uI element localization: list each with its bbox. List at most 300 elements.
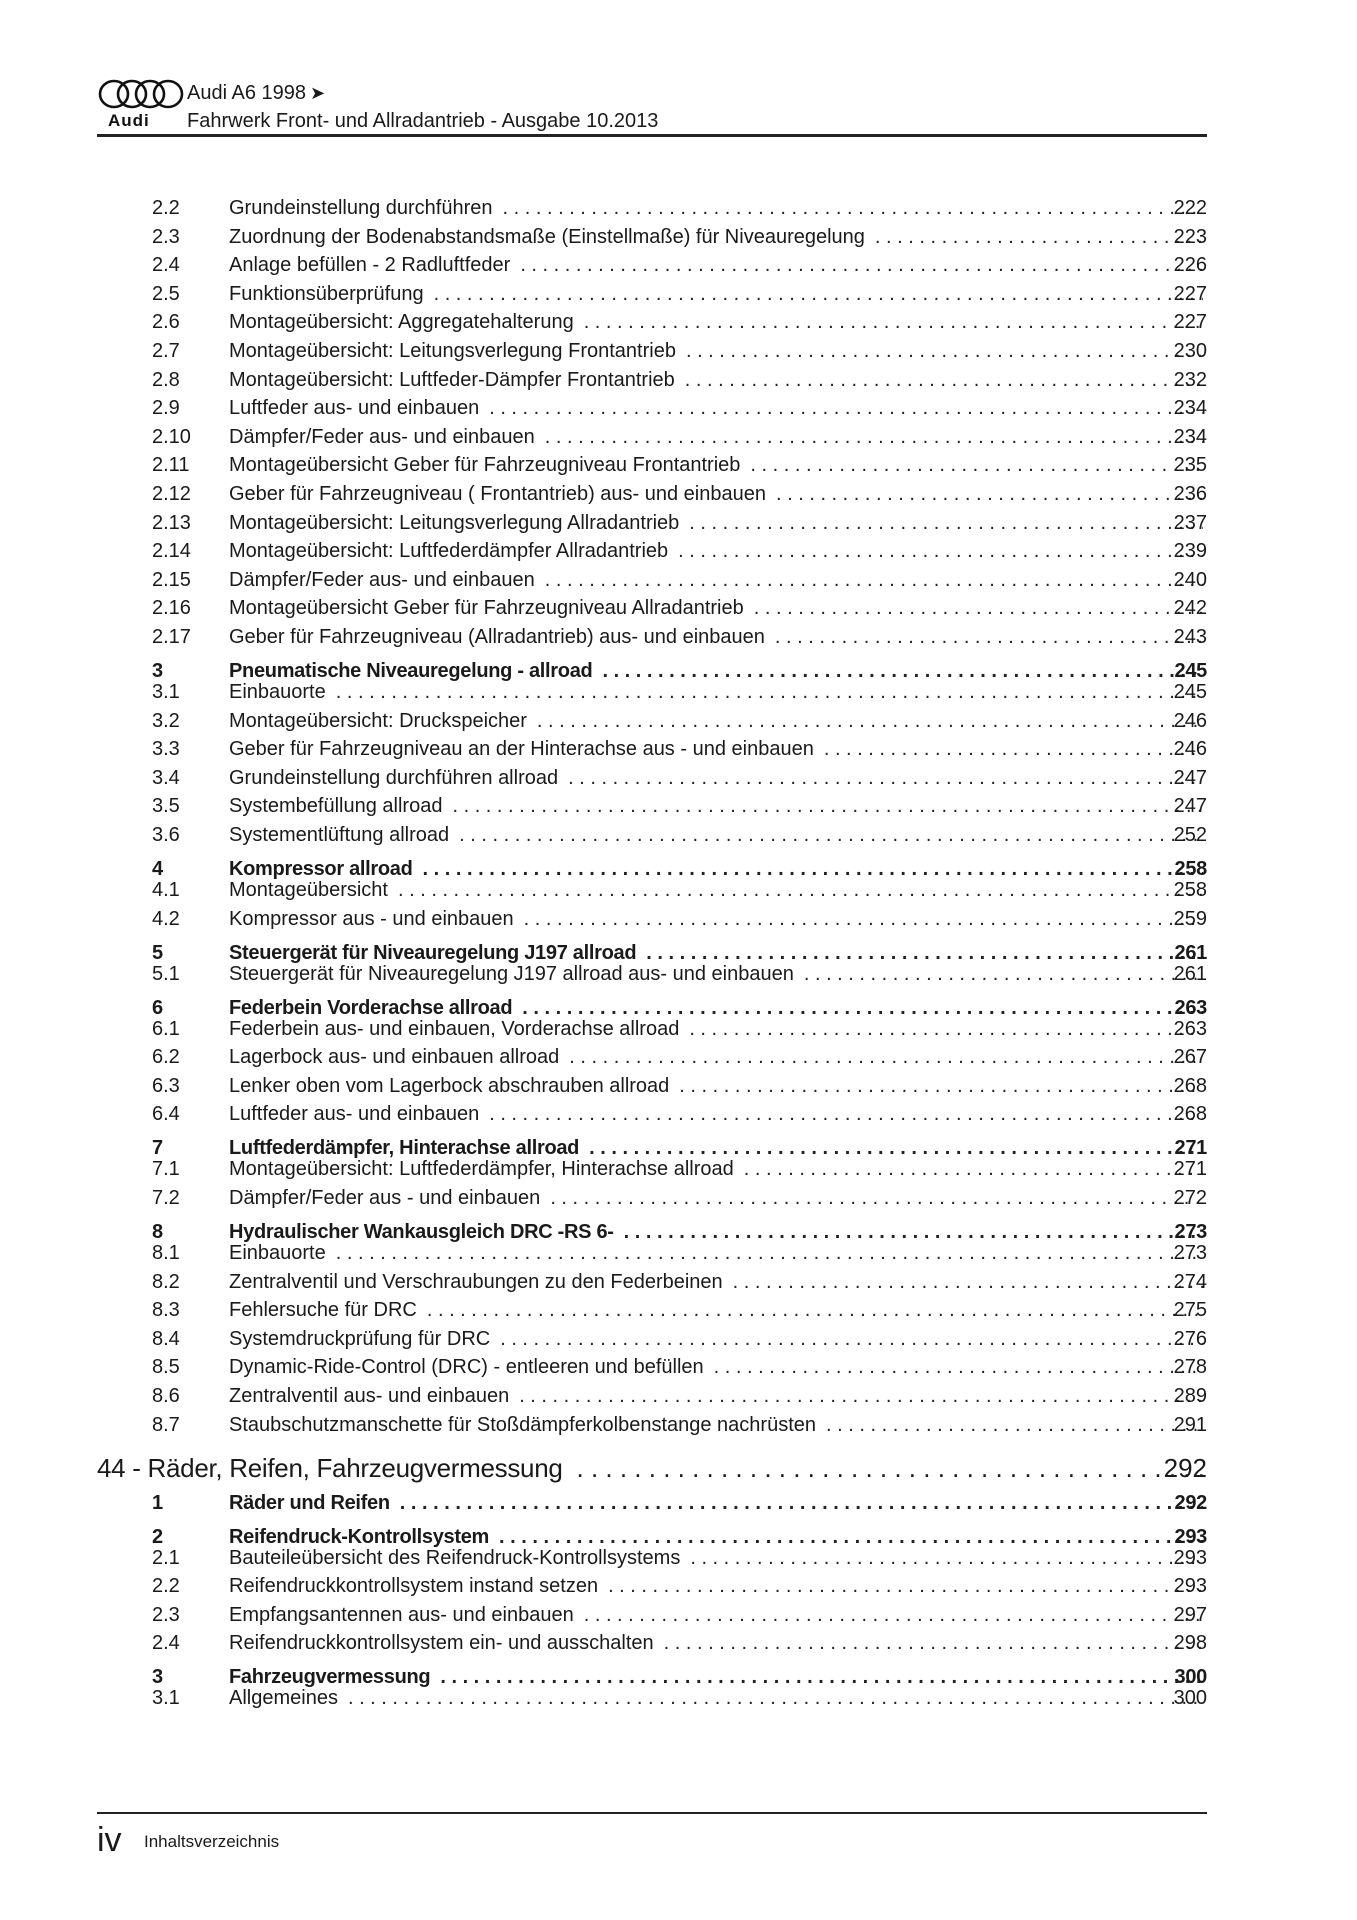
toc-entry-leader: [545, 568, 1203, 592]
toc-chapter-title: 44 - Räder, Reifen, Fahrzeugvermessung: [97, 1452, 563, 1483]
toc-entry-title: Montageübersicht: Leitungsverlegung Allradantrieb: [229, 511, 680, 534]
toc-entry-leader: [434, 282, 1203, 306]
toc-entry-number: 1: [152, 1491, 163, 1514]
toc-entry-title: Einbauorte: [229, 681, 326, 703]
toc-entry-title: Bauteileübersicht des Reifendruck-Kontrollsystems: [229, 1546, 681, 1569]
toc-entry-title: Steuergerät für Niveauregelung J197 allroad: [229, 941, 637, 964]
toc-entry-title: Montageübersicht Geber für Fahrzeugniveau Frontantrieb: [229, 454, 741, 477]
toc-entry[interactable]: [0, 1686, 1357, 1710]
toc-entry-number: 3.3: [152, 738, 180, 761]
toc-entry-title: Systementlüftung allroad: [229, 824, 450, 846]
toc-entry-title: Anlage befüllen - 2 Radluftfeder: [229, 254, 511, 277]
toc-entry-title-wrap: [229, 1384, 1203, 1408]
toc-entry-number: 2.14: [152, 540, 191, 563]
toc-entry-title-wrap: [229, 1186, 1203, 1210]
toc-entry-number: 2.10: [152, 425, 191, 448]
toc-entry-page: 247: [1173, 766, 1207, 789]
toc-entry-title: Luftfeder aus- und einbauen: [229, 397, 480, 420]
toc-entry-leader: [775, 625, 1203, 649]
toc-entry[interactable]: [0, 596, 1357, 620]
toc-entry-title-wrap: [229, 625, 1203, 649]
toc-entry-number: 3.1: [152, 681, 180, 703]
toc-entry-leader: [537, 709, 1203, 733]
toc-entry-page: 291: [1173, 1413, 1207, 1436]
toc-entry-page: 271: [1173, 1158, 1207, 1181]
toc-entry-page: 297: [1173, 1603, 1207, 1626]
toc-entry-page: 227: [1173, 282, 1207, 305]
toc-entry-page: 263: [1173, 1017, 1207, 1040]
toc-entry[interactable]: [0, 1186, 1357, 1210]
toc-entry-title-wrap: [229, 482, 1203, 506]
toc-entry-leader: [550, 1186, 1203, 1210]
toc-entry[interactable]: [0, 1102, 1357, 1126]
toc-entry-leader: [400, 1491, 1203, 1515]
toc-entry-leader: [804, 962, 1203, 986]
toc-entry-page: 272: [1173, 1187, 1207, 1209]
toc-entry-title: Lenker oben vom Lagerbock abschrauben allroad: [229, 1074, 670, 1097]
toc-entry-page: 226: [1173, 254, 1207, 277]
toc-entry[interactable]: [0, 1327, 1357, 1351]
toc-entry-number: 2.4: [152, 254, 180, 277]
toc-entry-number: 3.1: [152, 1687, 180, 1710]
toc-entry-title-wrap: [229, 368, 1203, 392]
toc-chapter-page: 292: [1163, 1452, 1207, 1483]
toc-entry-title-wrap: [229, 1574, 1203, 1598]
toc-entry-page: 232: [1173, 368, 1207, 391]
toc-entry-title-wrap: [229, 878, 1203, 902]
toc-entry-page: 236: [1173, 483, 1207, 505]
toc-entry-title-wrap: [229, 453, 1203, 477]
toc-entry-number: 2.12: [152, 483, 191, 505]
toc-entry[interactable]: [0, 1631, 1357, 1655]
toc-entry-page: 274: [1173, 1270, 1207, 1293]
toc-entry-title-wrap: [229, 511, 1203, 535]
toc-entry-number: 7.1: [152, 1158, 180, 1181]
toc-entry-page: 259: [1173, 907, 1207, 930]
toc-entry-page: 293: [1173, 1575, 1207, 1598]
toc-entry-title-wrap: [229, 253, 1203, 277]
toc-entry-title: Kompressor aus - und einbauen: [229, 907, 514, 930]
toc-entry[interactable]: [0, 823, 1357, 847]
toc-entry[interactable]: [0, 878, 1357, 902]
toc-entry-number: 8: [152, 1221, 163, 1243]
toc-entry-title-wrap: [229, 1631, 1203, 1655]
toc-entry-number: 5: [152, 941, 163, 964]
toc-entry-page: 293: [1174, 1525, 1207, 1548]
toc-entry-title-wrap: [229, 225, 1203, 249]
toc-entry-title: Kompressor allroad: [229, 858, 413, 880]
toc-entry[interactable]: [0, 539, 1357, 563]
toc-entry-page: 222: [1173, 197, 1207, 219]
toc-entry-title: Federbein Vorderachse allroad: [229, 996, 513, 1019]
toc-entry-page: 273: [1174, 1221, 1207, 1243]
audi-wordmark: Audi: [108, 111, 150, 130]
toc-entry-leader: [776, 482, 1203, 506]
toc-entry-leader: [686, 339, 1203, 363]
toc-entry-page: 271: [1174, 1137, 1207, 1160]
toc-entry[interactable]: [0, 1298, 1357, 1322]
toc-entry-leader: [584, 1603, 1203, 1627]
toc-entry[interactable]: [0, 1384, 1357, 1408]
toc-entry-page: 300: [1173, 1687, 1207, 1710]
toc-entry-leader: [489, 396, 1203, 420]
toc-entry-number: 2.1: [152, 1546, 180, 1569]
toc-entry[interactable]: [0, 511, 1357, 535]
toc-entry[interactable]: [0, 310, 1357, 334]
toc-entry-leader: [679, 1074, 1203, 1098]
toc-entry-leader: [336, 680, 1203, 704]
toc-entry-number: 8.2: [152, 1270, 180, 1293]
toc-entry-leader: [452, 794, 1203, 818]
toc-entry-title: Dynamic-Ride-Control (DRC) - entleeren und befüllen: [229, 1356, 704, 1379]
toc-entry-title-wrap: [229, 1017, 1203, 1041]
toc-entry-page: 292: [1174, 1491, 1207, 1514]
toc-entry-leader: [524, 907, 1203, 931]
toc-entry[interactable]: [0, 766, 1357, 790]
toc-entry-title-wrap: [229, 568, 1203, 592]
toc-entry-leader: [503, 196, 1203, 220]
toc-entry-page: 267: [1173, 1046, 1207, 1069]
toc-entry-title: Dämpfer/Feder aus - und einbauen: [229, 1187, 541, 1209]
toc-entry-leader: [584, 310, 1203, 334]
toc-entry[interactable]: [0, 1491, 1357, 1515]
toc-entry-leader: [489, 1102, 1203, 1126]
toc-entry-number: 2.2: [152, 1575, 180, 1598]
toc-entry-page: 278: [1173, 1356, 1207, 1379]
toc-entry[interactable]: [0, 482, 1357, 506]
arrow-right-icon: ➤: [310, 83, 326, 103]
audi-logo: [97, 79, 185, 129]
header-subtitle: Fahrwerk Front- und Allradantrieb - Ausgabe 10.2013: [187, 110, 659, 132]
toc-entry-number: 2.5: [152, 282, 180, 305]
toc-entry-page: 227: [1173, 311, 1207, 334]
toc-entry-leader: [568, 766, 1203, 790]
toc-entry-title-wrap: [229, 1298, 1203, 1322]
toc-entry[interactable]: [0, 1017, 1357, 1041]
toc-entry-page: 263: [1174, 996, 1207, 1019]
toc-entry-page: 289: [1173, 1385, 1207, 1407]
toc-entry-page: 261: [1173, 962, 1207, 985]
toc-entry-title: Dämpfer/Feder aus- und einbauen: [229, 425, 535, 448]
toc-entry-title: Systemdruckprüfung für DRC: [229, 1327, 491, 1350]
toc-entry[interactable]: [0, 907, 1357, 931]
toc-entry-title-wrap: [229, 1102, 1203, 1126]
toc-entry-page: 246: [1173, 709, 1207, 732]
toc-entry-number: 8.1: [152, 1242, 180, 1264]
toc-entry-number: 4.2: [152, 907, 180, 930]
toc-entry-title: Staubschutzmanschette für Stoßdämpferkolbenstange nachrüsten: [229, 1413, 817, 1436]
toc-entry-number: 8.7: [152, 1413, 180, 1436]
toc-entry-title-wrap: [229, 1270, 1203, 1294]
toc-entry-title: Pneumatische Niveauregelung - allroad: [229, 660, 593, 682]
toc-entry-page: 268: [1173, 1103, 1207, 1126]
toc-entry-title: Montageübersicht: Leitungsverlegung Frontantrieb: [229, 340, 676, 362]
toc-entry-page: 276: [1173, 1327, 1207, 1350]
toc-entry-title: Zuordnung der Bodenabstandsmaße (Einstellmaße) für Niveauregelung: [229, 225, 865, 248]
toc-entry[interactable]: [0, 196, 1357, 220]
toc-entry-leader: [754, 596, 1203, 620]
toc-entry[interactable]: [0, 282, 1357, 306]
toc-entry-page: 239: [1173, 540, 1207, 563]
toc-entry-number: 3: [152, 1666, 163, 1689]
toc-entry-leader: [678, 539, 1203, 563]
toc-entry-page: 230: [1173, 340, 1207, 362]
toc-entry-number: 2.13: [152, 511, 191, 534]
toc-entry[interactable]: [0, 737, 1357, 761]
toc-entry-title: Systembefüllung allroad: [229, 795, 443, 818]
toc-entry-title: Einbauorte: [229, 1242, 326, 1264]
toc-entry-number: 3.5: [152, 795, 180, 818]
toc-entry-title: Fehlersuche für DRC: [229, 1299, 417, 1322]
toc-entry-title: Reifendruckkontrollsystem ein- und ausschalten: [229, 1632, 654, 1655]
toc-entry-number: 6.4: [152, 1103, 180, 1126]
toc-entry-title: Hydraulischer Wankausgleich DRC -RS 6-: [229, 1221, 614, 1243]
toc-entry[interactable]: [0, 962, 1357, 986]
toc-entry-number: 6: [152, 996, 163, 1019]
toc-entry-title-wrap: [229, 282, 1203, 306]
toc-entry[interactable]: [0, 568, 1357, 592]
toc-entry-title-wrap: [229, 1157, 1203, 1181]
header-divider: [97, 134, 1207, 137]
toc-entry-leader: [690, 1546, 1203, 1570]
toc-entry-title-wrap: [229, 596, 1203, 620]
toc-entry-page: 273: [1173, 1242, 1207, 1264]
toc-entry-number: 2.6: [152, 311, 180, 334]
toc-entry-title-wrap: [229, 962, 1203, 986]
toc-entry[interactable]: [0, 1045, 1357, 1069]
toc-entry-title-wrap: [229, 425, 1203, 449]
toc-entry-title: Steuergerät für Niveauregelung J197 allroad aus- und einbauen: [229, 962, 794, 985]
toc-entry-title: Allgemeines: [229, 1687, 338, 1710]
toc-entry[interactable]: [0, 368, 1357, 392]
toc-entry-number: 7.2: [152, 1187, 180, 1209]
toc-entry[interactable]: [0, 1157, 1357, 1181]
toc-entry-title: Montageübersicht Geber für Fahrzeugniveau Allradantrieb: [229, 597, 744, 620]
toc-entry-title: Empfangsantennen aus- und einbauen: [229, 1603, 574, 1626]
toc-entry[interactable]: [0, 339, 1357, 363]
toc-entry-title: Federbein aus- und einbauen, Vorderachse allroad: [229, 1017, 680, 1040]
toc-entry-leader: [348, 1686, 1203, 1710]
toc-entry-leader: [744, 1157, 1203, 1181]
toc-entry-title: Reifendruck-Kontrollsystem: [229, 1525, 490, 1548]
toc-entry[interactable]: [0, 1546, 1357, 1570]
toc-entry-page: 242: [1173, 597, 1207, 620]
toc-entry-title-wrap: [229, 196, 1203, 220]
toc-entry-page: 293: [1173, 1546, 1207, 1569]
toc-entry-leader: [733, 1270, 1203, 1294]
toc-entry-page: 245: [1174, 660, 1207, 682]
toc-entry-number: 4: [152, 858, 163, 880]
toc-entry-title: Geber für Fahrzeugniveau an der Hinterachse aus - und einbauen: [229, 738, 814, 761]
toc-entry-title: Fahrzeugvermessung: [229, 1666, 431, 1689]
toc-entry[interactable]: [0, 1603, 1357, 1627]
toc-entry-title-wrap: [229, 1327, 1203, 1351]
toc-entry[interactable]: [0, 1574, 1357, 1598]
toc-entry-number: 7: [152, 1137, 163, 1160]
toc-entry-title-wrap: [229, 709, 1203, 733]
toc-entry-number: 2.15: [152, 568, 191, 591]
toc-entry[interactable]: [0, 794, 1357, 818]
toc-entry-title-wrap: [229, 396, 1203, 420]
toc-entry-page: 298: [1173, 1632, 1207, 1655]
toc-entry-number: 2.8: [152, 368, 180, 391]
toc-entry-title: Zentralventil und Verschraubungen zu den Federbeinen: [229, 1270, 723, 1293]
toc-entry-leader: [664, 1631, 1203, 1655]
toc-entry-title-wrap: [229, 1546, 1203, 1570]
toc-entry[interactable]: [0, 1074, 1357, 1098]
toc-entry-page: 258: [1173, 879, 1207, 901]
toc-entry-page: 240: [1173, 568, 1207, 591]
toc-entry[interactable]: [0, 453, 1357, 477]
toc-entry-title: Montageübersicht: Luftfeder-Dämpfer Frontantrieb: [229, 368, 675, 391]
toc-entry-title-wrap: [229, 1413, 1203, 1437]
header-title-text: Audi A6 1998: [187, 82, 306, 104]
toc-entry-leader: [336, 1241, 1203, 1265]
toc-entry-leader: [875, 225, 1203, 249]
toc-entry[interactable]: [0, 680, 1357, 704]
toc-entry-leader: [750, 453, 1203, 477]
toc-entry[interactable]: [0, 709, 1357, 733]
toc-entry-leader: [608, 1574, 1203, 1598]
toc-entry-number: 3.6: [152, 824, 180, 846]
toc-entry-leader: [427, 1298, 1203, 1322]
toc-entry[interactable]: [0, 1270, 1357, 1294]
toc-entry-page: 245: [1173, 681, 1207, 703]
toc-chapter-leader: [577, 1452, 1203, 1484]
toc-entry-leader: [519, 1384, 1203, 1408]
toc-entry-number: 2.16: [152, 597, 191, 620]
toc-entry-title-wrap: [229, 1045, 1203, 1069]
toc-entry-page: 235: [1173, 454, 1207, 477]
toc-chapter-title-wrap: [97, 1452, 1203, 1484]
header-title: [187, 81, 325, 105]
toc-entry-title-wrap: [229, 1603, 1203, 1627]
toc-entry-number: 8.3: [152, 1299, 180, 1322]
toc-entry-title: Montageübersicht: Aggregatehalterung: [229, 311, 574, 334]
toc-entry-title: Lagerbock aus- und einbauen allroad: [229, 1046, 560, 1069]
toc-entry-leader: [689, 511, 1203, 535]
toc-entry-title: Dämpfer/Feder aus- und einbauen: [229, 568, 535, 591]
toc-entry-page: 258: [1174, 858, 1207, 880]
toc-entry-number: 2.7: [152, 340, 180, 362]
toc-entry-title: Grundeinstellung durchführen allroad: [229, 766, 559, 789]
toc-entry-number: 3.2: [152, 709, 180, 732]
toc-entry-number: 2: [152, 1525, 163, 1548]
toc-entry-title: Luftfederdämpfer, Hinterachse allroad: [229, 1137, 580, 1160]
toc-entry-number: 6.1: [152, 1017, 180, 1040]
toc-entry-title-wrap: [229, 1686, 1203, 1710]
toc-entry[interactable]: [0, 1241, 1357, 1265]
toc-entry-number: 6.2: [152, 1046, 180, 1069]
toc-entry-title-wrap: [229, 310, 1203, 334]
toc-entry-leader: [569, 1045, 1203, 1069]
toc-entry-page: 237: [1173, 511, 1207, 534]
toc-entry-title: Montageübersicht: [229, 879, 388, 901]
toc-entry[interactable]: [0, 425, 1357, 449]
toc-entry-leader: [714, 1355, 1203, 1379]
toc-entry[interactable]: [0, 1413, 1357, 1437]
toc-entry-page: 246: [1173, 738, 1207, 761]
toc-entry-number: 2.4: [152, 1632, 180, 1655]
toc-entry-page: 234: [1173, 425, 1207, 448]
toc-entry-title-wrap: [229, 766, 1203, 790]
toc-entry-title-wrap: [229, 1491, 1203, 1515]
toc-entry-title-wrap: [229, 680, 1203, 704]
toc-entry-title: Montageübersicht: Luftfederdämpfer, Hinterachse allroad: [229, 1158, 734, 1181]
toc-entry-number: 3.4: [152, 766, 180, 789]
toc-entry-page: 247: [1173, 795, 1207, 818]
toc-entry-page: 268: [1173, 1074, 1207, 1097]
toc-entry-leader: [824, 737, 1203, 761]
toc-entry-page: 300: [1174, 1666, 1207, 1689]
toc-entry-page: 252: [1173, 824, 1207, 846]
toc-entry-number: 2.17: [152, 626, 191, 648]
toc-entry-title-wrap: [229, 737, 1203, 761]
toc-entry-number: 2.3: [152, 225, 180, 248]
toc-entry[interactable]: [0, 1355, 1357, 1379]
toc-entry[interactable]: [0, 396, 1357, 420]
toc-entry-number: 3: [152, 660, 163, 682]
toc-entry-number: 2.9: [152, 397, 180, 420]
toc-entry-leader: [500, 1327, 1203, 1351]
toc-entry-title-wrap: [229, 907, 1203, 931]
toc-entry-leader: [545, 425, 1203, 449]
toc-entry-number: 2.3: [152, 1603, 180, 1626]
toc-entry-leader: [689, 1017, 1203, 1041]
audi-rings-icon: [97, 79, 185, 111]
toc-entry[interactable]: [0, 225, 1357, 249]
toc-entry-number: 4.1: [152, 879, 180, 901]
toc-entry-leader: [826, 1413, 1203, 1437]
toc-entry-title-wrap: [229, 794, 1203, 818]
toc-entry-title: Luftfeder aus- und einbauen: [229, 1103, 480, 1126]
toc-entry-number: 8.5: [152, 1356, 180, 1379]
toc-entry-title: Funktionsüberprüfung: [229, 282, 424, 305]
toc-entry[interactable]: [0, 253, 1357, 277]
toc-entry-page: 275: [1173, 1299, 1207, 1322]
toc-entry-page: 243: [1173, 626, 1207, 648]
toc-entry-title: Geber für Fahrzeugniveau ( Frontantrieb) aus- und einbauen: [229, 483, 766, 505]
toc-entry-number: 5.1: [152, 962, 180, 985]
toc-entry-title-wrap: [229, 1241, 1203, 1265]
toc-entry-leader: [398, 878, 1203, 902]
toc-entry-title: Montageübersicht: Druckspeicher: [229, 709, 527, 732]
footer-divider: [97, 1812, 1207, 1814]
toc-entry-leader: [459, 823, 1203, 847]
toc-entry-number: 8.4: [152, 1327, 180, 1350]
footer-section-label: Inhaltsverzeichnis: [144, 1832, 280, 1851]
toc-entry-title-wrap: [229, 1074, 1203, 1098]
toc-entry-title: Zentralventil aus- und einbauen: [229, 1385, 510, 1407]
page-header: [97, 79, 1207, 135]
toc-entry-number: 6.3: [152, 1074, 180, 1097]
toc-entry-page: 234: [1173, 397, 1207, 420]
toc-chapter-heading[interactable]: [0, 1452, 1357, 1484]
toc-entry-title: Geber für Fahrzeugniveau (Allradantrieb) aus- und einbauen: [229, 626, 765, 648]
toc-entry-number: 2.11: [152, 454, 190, 477]
toc-entry-page: 223: [1173, 225, 1207, 248]
toc-entry-title: Grundeinstellung durchführen: [229, 197, 493, 219]
toc-entry-leader: [520, 253, 1203, 277]
toc-entry-title-wrap: [229, 539, 1203, 563]
toc-entry-page: 261: [1174, 941, 1207, 964]
toc-entry[interactable]: [0, 625, 1357, 649]
toc-entry-number: 8.6: [152, 1385, 180, 1407]
toc-entry-number: 2.2: [152, 197, 180, 219]
page-number: iv: [97, 1821, 122, 1859]
toc-entry-title: Räder und Reifen: [229, 1491, 390, 1514]
toc-entry-leader: [685, 368, 1203, 392]
